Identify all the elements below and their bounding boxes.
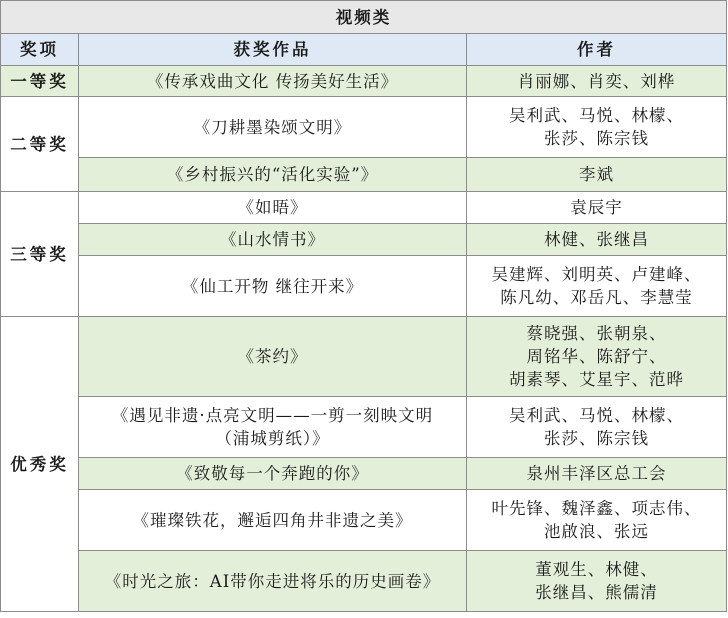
work-authors: 蔡晓强、张朝泉、 周铭华、陈舒宁、 胡素琴、艾星宇、范晔 xyxy=(467,317,727,397)
table-row xyxy=(1,256,727,317)
header-author: 作者 xyxy=(467,34,727,66)
work-title: 《如晤》 xyxy=(79,192,467,224)
table-row xyxy=(1,397,727,458)
work-authors: 吴建辉、刘明英、卢建峰、 陈凡幼、邓岳凡、李慧莹 xyxy=(467,256,727,317)
table-row xyxy=(1,66,727,97)
work-authors: 吴利武、马悦、林檬、 张莎、陈宗钱 xyxy=(467,97,727,158)
work-title: 《刀耕墨染颂文明》 xyxy=(79,97,467,158)
table-title: 视频类 xyxy=(1,1,727,34)
work-title: 《传承戏曲文化 传扬美好生活》 xyxy=(79,66,467,97)
table-header-row xyxy=(1,34,727,66)
work-authors: 李斌 xyxy=(467,158,727,192)
header-work: 获奖作品 xyxy=(79,34,467,66)
work-title: 《时光之旅：AI带你走进将乐的历史画卷》 xyxy=(79,551,467,612)
table-row xyxy=(1,97,727,158)
work-title: 《仙工开物 继往开来》 xyxy=(79,256,467,317)
table-row xyxy=(1,158,727,192)
work-title: 《山水情书》 xyxy=(79,224,467,256)
work-authors: 吴利武、马悦、林檬、 张莎、陈宗钱 xyxy=(467,397,727,458)
table-row xyxy=(1,551,727,612)
award-level-third: 三等奖 xyxy=(1,192,79,317)
work-authors: 董观生、林健、 张继昌、熊儒清 xyxy=(467,551,727,612)
work-authors: 袁辰宇 xyxy=(467,192,727,224)
work-title: 《致敬每一个奔跑的你》 xyxy=(79,458,467,490)
work-authors: 泉州丰泽区总工会 xyxy=(467,458,727,490)
table-row xyxy=(1,317,727,397)
table-row xyxy=(1,224,727,256)
award-level-second: 二等奖 xyxy=(1,97,79,192)
table-row xyxy=(1,490,727,551)
work-title: 《茶约》 xyxy=(79,317,467,397)
work-title: 《乡村振兴的“活化实验”》 xyxy=(79,158,467,192)
work-authors: 叶先锋、魏泽鑫、项志伟、 池啟浪、张远 xyxy=(467,490,727,551)
award-level-first: 一等奖 xyxy=(1,66,79,97)
header-level: 奖项 xyxy=(1,34,79,66)
work-title: 《遇见非遗·点亮文明——一剪一刻映文明 （浦城剪纸）》 xyxy=(79,397,467,458)
table-row xyxy=(1,458,727,490)
work-authors: 肖丽娜、肖奕、刘桦 xyxy=(467,66,727,97)
table-title-row xyxy=(1,1,727,34)
award-level-excellent: 优秀奖 xyxy=(1,317,79,612)
work-title: 《璀璨铁花，邂逅四角井非遗之美》 xyxy=(79,490,467,551)
work-authors: 林健、张继昌 xyxy=(467,224,727,256)
table-row xyxy=(1,192,727,224)
